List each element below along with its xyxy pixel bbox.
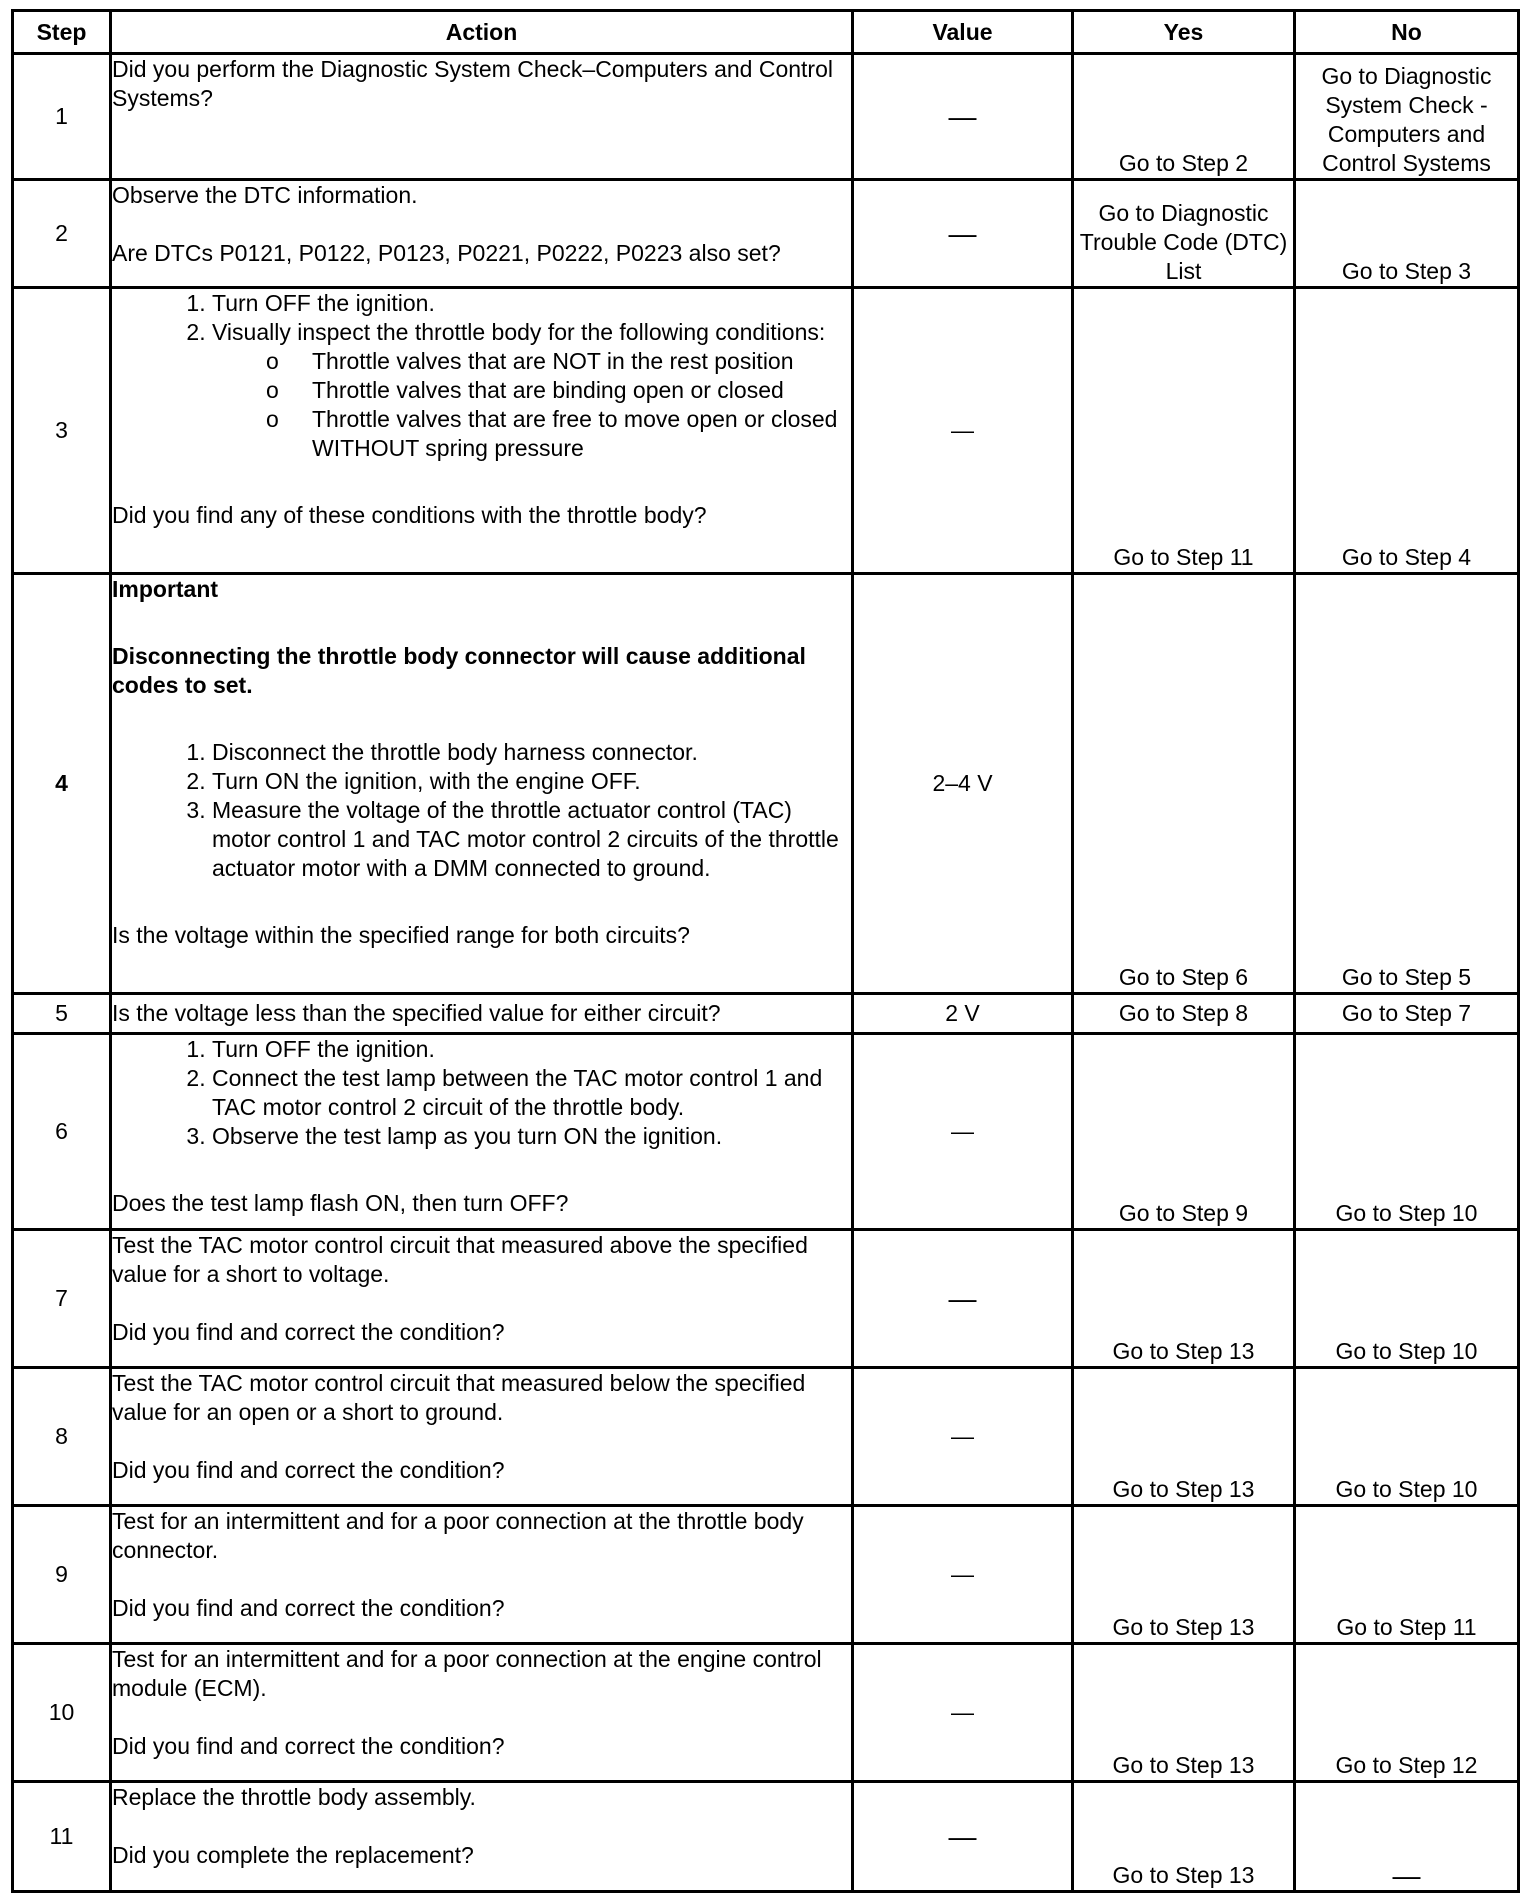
table-row-step-4 [13, 574, 1519, 994]
action-subitem: o Throttle valves that are binding open or closed [266, 377, 784, 403]
action-step-item: 2. Visually inspect the throttle body for the following conditions: o Throttle valves that are NOT in the rest position o Throttle valves that are binding open or closed o Throttle valves that are free to move open or closed WITHOUT spring pressure [212, 318, 851, 463]
yes-cell: Go to Diagnostic Trouble Code (DTC) List [1073, 180, 1295, 288]
header-action: Action [111, 11, 853, 54]
header-row [13, 11, 1519, 54]
value-cell: 2–4 V [853, 574, 1073, 994]
action-cell [111, 994, 853, 1034]
header-no: No [1295, 11, 1519, 54]
action-question: Are DTCs P0121, P0122, P0123, P0221, P0222, P0223 also set? [112, 240, 781, 266]
header-yes: Yes [1073, 11, 1295, 54]
yes-cell: Go to Step 8 [1073, 994, 1295, 1034]
value-cell: — [853, 1034, 1073, 1230]
table-row-step-9 [13, 1506, 1519, 1644]
action-question: Is the voltage less than the specified value for either circuit? [112, 1000, 721, 1026]
no-cell: — [1295, 1782, 1519, 1892]
step-number: 3 [13, 288, 111, 574]
value-cell: — [853, 1644, 1073, 1782]
table-row-step-7 [13, 1230, 1519, 1368]
no-cell: Go to Step 10 [1295, 1230, 1519, 1368]
yes-cell: Go to Step 13 [1073, 1230, 1295, 1368]
action-question: Did you find any of these conditions with the throttle body? [112, 502, 707, 528]
yes-cell: Go to Step 13 [1073, 1644, 1295, 1782]
no-cell: Go to Diagnostic System Check - Computers and Control Systems [1295, 54, 1519, 180]
header-value: Value [853, 11, 1073, 54]
no-cell: Go to Step 3 [1295, 180, 1519, 288]
action-question: Did you find and correct the condition? [112, 1733, 505, 1759]
yes-cell: Go to Step 9 [1073, 1034, 1295, 1230]
yes-cell: Go to Step 11 [1073, 288, 1295, 574]
no-cell: Go to Step 7 [1295, 994, 1519, 1034]
action-cell [111, 1034, 853, 1230]
table-row-step-6 [13, 1034, 1519, 1230]
action-intro: Test for an intermittent and for a poor connection at the throttle body connector. [112, 1508, 804, 1563]
value-cell: — [853, 1506, 1073, 1644]
value-cell: — [853, 180, 1073, 288]
step-number: 4 [13, 574, 111, 994]
action-question: Did you find and correct the condition? [112, 1595, 505, 1621]
step-number: 10 [13, 1644, 111, 1782]
yes-cell: Go to Step 13 [1073, 1506, 1295, 1644]
action-step-item: 1. Turn OFF the ignition. [212, 1035, 851, 1064]
action-step-item: 1. Turn OFF the ignition. [212, 289, 851, 318]
step-number: 5 [13, 994, 111, 1034]
action-step-item: 1. Disconnect the throttle body harness connector. [212, 738, 851, 767]
step-number: 11 [13, 1782, 111, 1892]
no-cell: Go to Step 5 [1295, 574, 1519, 994]
action-cell [111, 1782, 853, 1892]
important-label: Important [112, 576, 219, 602]
action-step-item: 3. Measure the voltage of the throttle actuator control (TAC) motor control 1 and TAC motor control 2 circuits of the throttle actuator motor with a DMM connected to ground. [212, 796, 851, 883]
action-subitems [212, 347, 851, 463]
table-row-step-8 [13, 1368, 1519, 1506]
step-number: 2 [13, 180, 111, 288]
step-number: 7 [13, 1230, 111, 1368]
action-cell [111, 574, 853, 994]
value-cell: — [853, 1368, 1073, 1506]
no-cell: Go to Step 4 [1295, 288, 1519, 574]
action-subitem: o Throttle valves that are free to move open or closed WITHOUT spring pressure [266, 406, 838, 461]
action-question: Is the voltage within the specified range for both circuits? [112, 922, 690, 948]
action-step-item: 3. Observe the test lamp as you turn ON the ignition. [212, 1122, 851, 1151]
yes-cell: Go to Step 6 [1073, 574, 1295, 994]
value-cell: — [853, 288, 1073, 574]
action-cell [111, 288, 853, 574]
action-cell [111, 180, 853, 288]
yes-cell: Go to Step 2 [1073, 54, 1295, 180]
step-number: 6 [13, 1034, 111, 1230]
action-intro: Replace the throttle body assembly. [112, 1784, 476, 1810]
value-cell: — [853, 1782, 1073, 1892]
action-question: Does the test lamp flash ON, then turn OFF? [112, 1190, 569, 1216]
action-subitem: o Throttle valves that are NOT in the rest position [266, 348, 794, 374]
no-cell: Go to Step 10 [1295, 1034, 1519, 1230]
action-intro: Test the TAC motor control circuit that measured above the specified value for a short to voltage. [112, 1232, 808, 1287]
action-intro: Did you perform the Diagnostic System Check–Computers and Control Systems? [112, 56, 833, 111]
header-step: Step [13, 11, 111, 54]
table-row-step-3 [13, 288, 1519, 574]
action-intro: Test for an intermittent and for a poor connection at the engine control module (ECM). [112, 1646, 822, 1701]
action-cell [111, 1230, 853, 1368]
action-cell [111, 54, 853, 180]
action-intro: Test the TAC motor control circuit that measured below the specified value for an open or a short to ground. [112, 1370, 806, 1425]
table-row-step-5 [13, 994, 1519, 1034]
no-cell: Go to Step 12 [1295, 1644, 1519, 1782]
value-cell: 2 V [853, 994, 1073, 1034]
diagnostic-table [11, 9, 1520, 1893]
action-step-item: 2. Turn ON the ignition, with the engine OFF. [212, 767, 851, 796]
step-number: 8 [13, 1368, 111, 1506]
no-cell: Go to Step 11 [1295, 1506, 1519, 1644]
value-cell: — [853, 54, 1073, 180]
action-cell [111, 1368, 853, 1506]
yes-cell: Go to Step 13 [1073, 1368, 1295, 1506]
action-steps [112, 1035, 851, 1151]
action-question: Did you complete the replacement? [112, 1842, 474, 1868]
action-question: Did you find and correct the condition? [112, 1457, 505, 1483]
action-intro: Observe the DTC information. [112, 182, 418, 208]
table-row-step-2 [13, 180, 1519, 288]
table-row-step-1 [13, 54, 1519, 180]
action-cell [111, 1506, 853, 1644]
yes-cell: Go to Step 13 [1073, 1782, 1295, 1892]
table-row-step-10 [13, 1644, 1519, 1782]
table-row-step-11 [13, 1782, 1519, 1892]
action-cell [111, 1644, 853, 1782]
action-step-item: 2. Connect the test lamp between the TAC motor control 1 and TAC motor control 2 circuit of the throttle body. [212, 1064, 851, 1122]
step-number: 9 [13, 1506, 111, 1644]
step-number: 1 [13, 54, 111, 180]
action-steps [112, 289, 851, 463]
action-question: Did you find and correct the condition? [112, 1319, 505, 1345]
value-cell: — [853, 1230, 1073, 1368]
important-note: Disconnecting the throttle body connector will cause additional codes to set. [112, 643, 806, 698]
no-cell: Go to Step 10 [1295, 1368, 1519, 1506]
action-steps [112, 738, 851, 883]
